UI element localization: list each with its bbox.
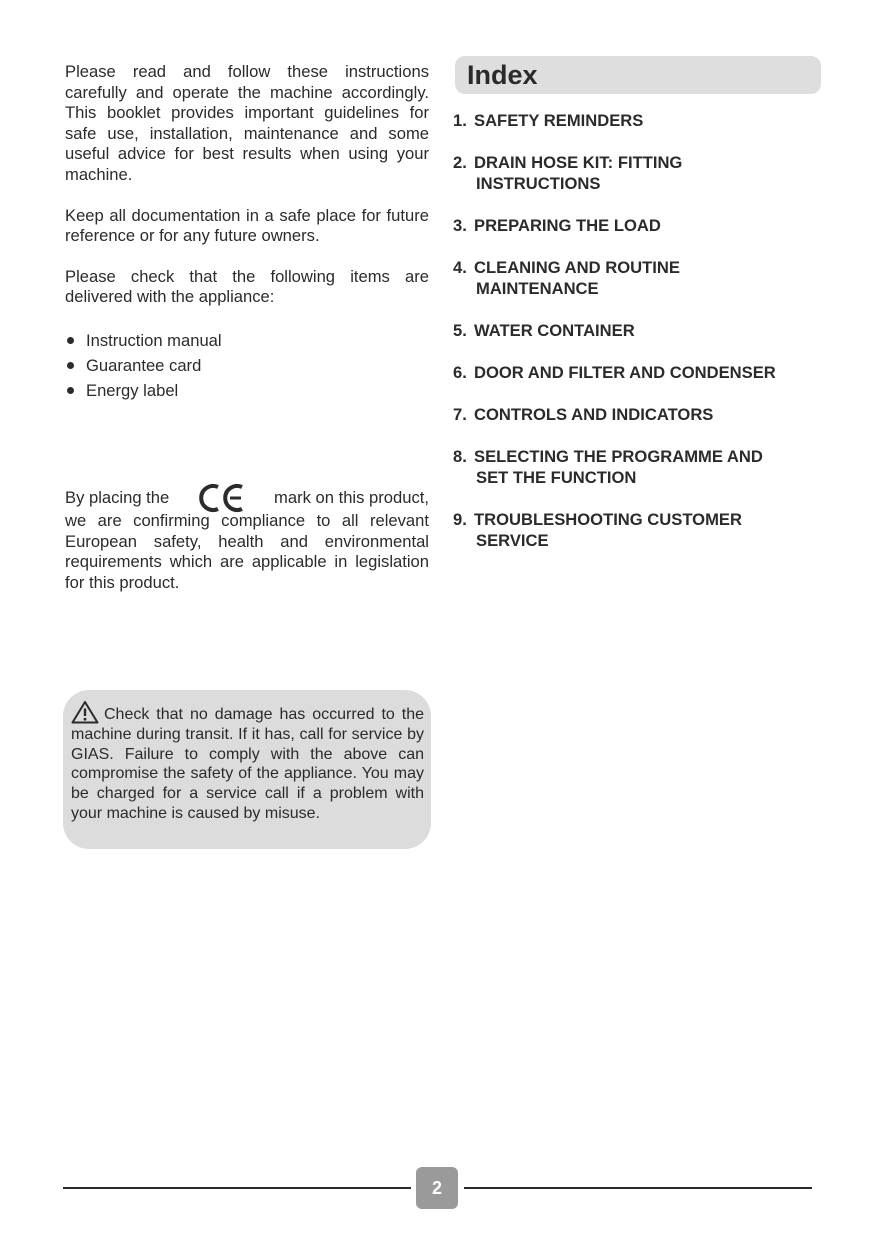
- intro-paragraph-1: Please read and follow these instructions carefully and operate the machine accordingly. This booklet provides important guidelines for safe use, installation, maintenance and some useful advice for best results when using your machine.: [65, 62, 429, 184]
- index-item-water-container[interactable]: 5. WATER CONTAINER: [453, 321, 635, 340]
- index-item-selecting-programme[interactable]: 8. SELECTING THE PROGRAMME AND SET THE FUNCTION: [453, 447, 763, 487]
- delivered-items-list: [65, 328, 429, 403]
- intro-paragraph-3: Please check that the following items are delivered with the appliance:: [65, 266, 429, 307]
- index-item-cleaning-maintenance[interactable]: 4. CLEANING AND ROUTINE MAINTENANCE: [453, 258, 680, 298]
- index-item-troubleshooting[interactable]: 9. TROUBLESHOOTING CUSTOMER SERVICE: [453, 510, 742, 550]
- bullet-icon: [67, 362, 74, 369]
- index-list: [453, 110, 833, 572]
- list-item: Instruction manual: [65, 328, 429, 353]
- ce-suffix: mark on this product,: [274, 487, 429, 507]
- ce-prefix: By placing the: [65, 487, 170, 507]
- bullet-icon: [67, 337, 74, 344]
- ce-statement-first-line: [65, 485, 429, 511]
- intro-paragraph-2: Keep all documentation in a safe place for future reference or for any future owners.: [65, 205, 429, 246]
- index-item-door-filter-condenser[interactable]: 6. DOOR AND FILTER AND CONDENSER: [453, 363, 776, 382]
- index-item-preparing-the-load[interactable]: 3. PREPARING THE LOAD: [453, 216, 661, 235]
- index-item-drain-hose-kit[interactable]: 2. DRAIN HOSE KIT: FITTING INSTRUCTIONS: [453, 153, 683, 193]
- footer-divider-right: [464, 1187, 812, 1189]
- index-title: Index: [455, 56, 821, 94]
- list-item: Energy label: [65, 378, 429, 403]
- intro-column: [65, 62, 429, 593]
- index-item-safety-reminders[interactable]: 1. SAFETY REMINDERS: [453, 111, 644, 130]
- bullet-icon: [67, 387, 74, 394]
- index-item-controls-indicators[interactable]: 7. CONTROLS AND INDICATORS: [453, 405, 714, 424]
- ce-mark-icon: [198, 482, 246, 514]
- page-number: 2: [416, 1167, 458, 1209]
- warning-text: Check that no damage has occurred to the machine during transit. If it has, call for service by GIAS. Failure to comply with the above can compromise the safety of the appliance. You may be charged for a service call if a problem with your machine is caused by misuse.: [71, 706, 424, 822]
- warning-box: [63, 690, 431, 849]
- warning-icon: [71, 700, 99, 724]
- list-item: Guarantee card: [65, 353, 429, 378]
- ce-statement-rest: we are confirming compliance to all relevant European safety, health and environmental requirements which are applicable in legislation for this product.: [65, 510, 429, 592]
- footer-divider-left: [63, 1187, 411, 1189]
